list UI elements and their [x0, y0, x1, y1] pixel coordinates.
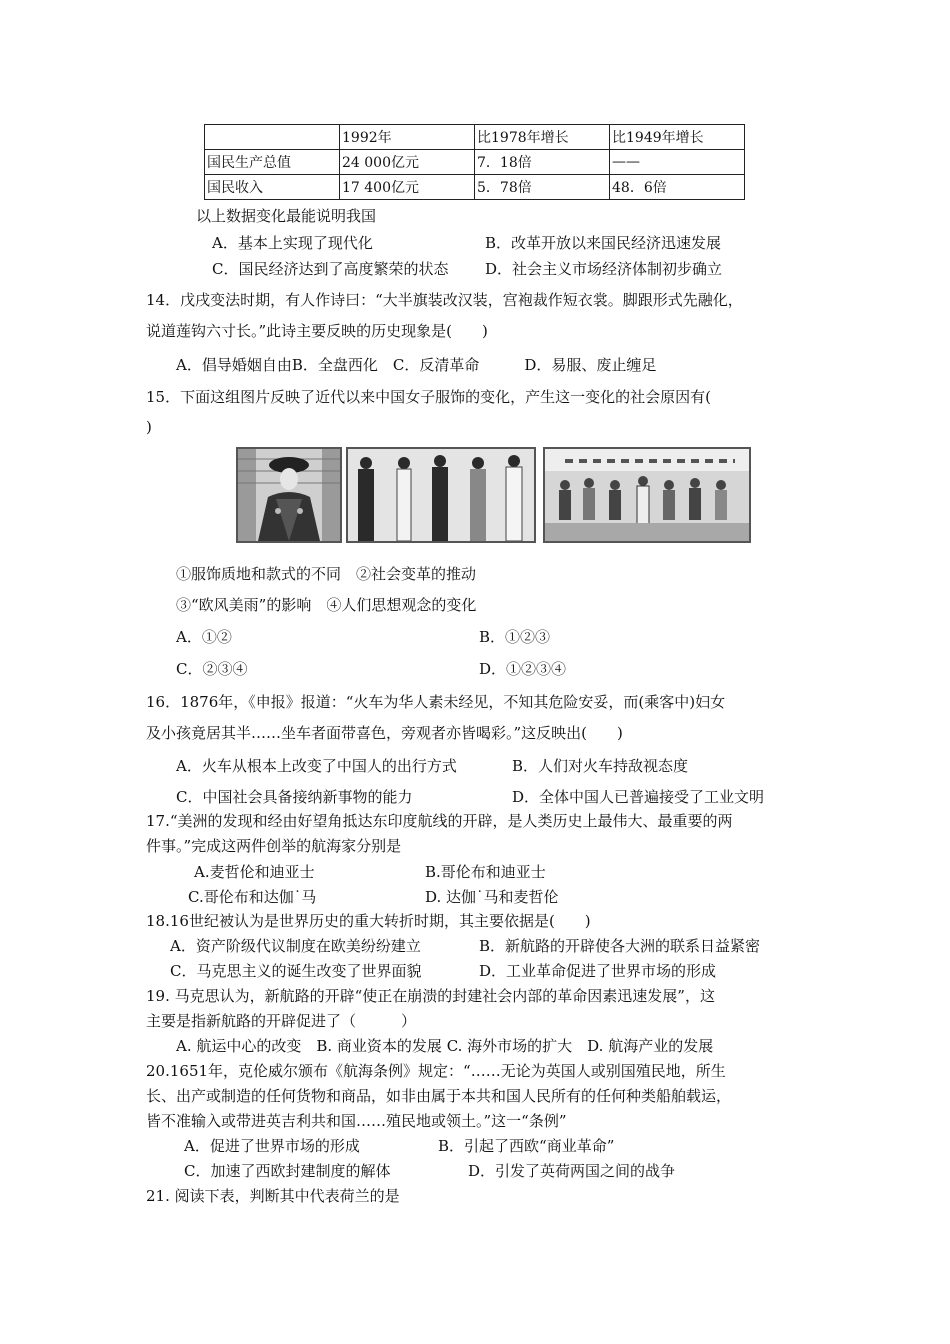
q13-option-d: D．社会主义市场经济体制初步确立 — [485, 260, 723, 278]
q14-stem-line1: 14．戊戌变法时期，有人作诗曰：“大半旗装改汉装，宫袍裁作短衣裳。脚跟形式先融化， — [146, 291, 743, 309]
q15-option-d: D．①②③④ — [479, 660, 567, 678]
q16-stem-line2: 及小孩竟居其半……坐车者面带喜色，旁观者亦皆喝彩。”这反映出( ) — [146, 724, 623, 742]
table-header-cell: 1992年 — [340, 125, 475, 150]
table-cell: 24 000亿元 — [340, 150, 475, 175]
q13-option-c: C．国民经济达到了高度繁荣的状态 — [212, 260, 449, 278]
q17-option-d: D. 达伽˙马和麦哲伦 — [425, 888, 559, 906]
q20-stem-line3: 皆不准输入或带进英吉利共和国……殖民地或领土。”这一“条例” — [146, 1112, 567, 1130]
q14-options: A．倡导婚姻自由B．全盘西化 C．反清革命 D．易服、废止缠足 — [176, 356, 657, 374]
q20-stem-line1: 20.1651年，克伦威尔颁布《航海条例》规定：“……无论为英国人或别国殖民地，所生 — [146, 1062, 726, 1080]
q13-option-a: A．基本上实现了现代化 — [212, 234, 373, 252]
q18-stem-line1: 18.16世纪被认为是世界历史的重大转折时期，其主要依据是( ) — [146, 912, 591, 930]
q17-option-b: B.哥伦布和迪亚士 — [425, 863, 546, 881]
q16-stem-line1: 16．1876年，《申报》报道：“火车为华人素未经见，不知其危险安妥，而(乘客中)妇女 — [146, 693, 726, 711]
table-row — [205, 150, 745, 175]
q16-option-b: B．人们对火车持敌视态度 — [512, 757, 689, 775]
q17-stem-line2: 件事。”完成这两件创举的航海家分别是 — [146, 837, 402, 855]
q20-option-c: C．加速了西欧封建制度的解体 — [184, 1162, 391, 1180]
q20-option-d: D．引发了英荷两国之间的战争 — [468, 1162, 676, 1180]
photo-modern-crowd — [543, 447, 751, 543]
table-cell: 7．18倍 — [475, 150, 610, 175]
q20-option-b: B．引起了西欧“商业革命” — [438, 1137, 615, 1155]
q15-option-b: B．①②③ — [479, 628, 551, 646]
q19-options: A. 航运中心的改变 B. 商业资本的发展 C. 海外市场的扩大 D. 航海产业的发展 — [176, 1037, 714, 1055]
q16-option-a: A．火车从根本上改变了中国人的出行方式 — [176, 757, 457, 775]
table-header-cell: 比1949年增长 — [610, 125, 745, 150]
q13-option-b: B．改革开放以来国民经济迅速发展 — [485, 234, 722, 252]
q17-option-c: C.哥伦布和达伽˙马 — [188, 888, 317, 906]
table-cell: 国民生产总值 — [205, 150, 340, 175]
table-header-cell: 比1978年增长 — [475, 125, 610, 150]
q17-option-a: A.麦哲伦和迪亚士 — [194, 863, 315, 881]
q18-option-c: C．马克思主义的诞生改变了世界面貌 — [170, 962, 422, 980]
table-cell: 17 400亿元 — [340, 175, 475, 200]
q19-stem-line1: 19. 马克思认为，新航路的开辟“使正在崩溃的封建社会内部的革命因素迅速发展”，这 — [146, 987, 715, 1005]
photo-qing-woman — [236, 447, 342, 543]
q18-option-b: B．新航路的开辟使各大洲的联系日益紧密 — [479, 937, 761, 955]
photo-qipao-models — [346, 447, 536, 543]
q15-option-a: A．①② — [176, 628, 232, 646]
q21-stem-line1: 21. 阅读下表，判断其中代表荷兰的是 — [146, 1187, 400, 1205]
q14-stem-line2: 说道莲钩六寸长。”此诗主要反映的历史现象是( ) — [146, 322, 488, 340]
q18-option-a: A．资产阶级代议制度在欧美纷纷建立 — [170, 937, 421, 955]
table-cell: 国民收入 — [205, 175, 340, 200]
table-cell: 5．78倍 — [475, 175, 610, 200]
q13-stem: 以上数据变化最能说明我国 — [196, 207, 377, 225]
q15-stem-line2: ) — [146, 418, 152, 436]
economy-table — [204, 124, 745, 200]
q15-item-line1: ①服饰质地和款式的不同 ②社会变革的推动 — [176, 565, 477, 583]
table-header-row — [205, 125, 745, 150]
q15-item-line2: ③“欧风美雨”的影响 ④人们思想观念的变化 — [176, 596, 477, 614]
q16-option-c: C．中国社会具备接纳新事物的能力 — [176, 788, 413, 806]
q15-stem-line1: 15．下面这组图片反映了近代以来中国女子服饰的变化，产生这一变化的社会原因有( — [146, 388, 711, 406]
table-header-cell — [205, 125, 340, 150]
q15-option-c: C．②③④ — [176, 660, 248, 678]
table-row — [205, 175, 745, 200]
q17-stem-line1: 17.“美洲的发现和经由好望角抵达东印度航线的开辟，是人类历史上最伟大、最重要的两 — [146, 812, 733, 830]
q16-option-d: D．全体中国人已普遍接受了工业文明 — [512, 788, 765, 806]
q18-option-d: D．工业革命促进了世界市场的形成 — [479, 962, 717, 980]
q20-option-a: A．促进了世界市场的形成 — [184, 1137, 360, 1155]
table-cell: —— — [610, 150, 745, 175]
table-cell: 48．6倍 — [610, 175, 745, 200]
q20-stem-line2: 长、出产或制造的任何货物和商品，如非由属于本共和国人民所有的任何种类船舶载运， — [146, 1087, 732, 1105]
q19-stem-line2: 主要是指新航路的开辟促进了（ ） — [146, 1012, 417, 1030]
